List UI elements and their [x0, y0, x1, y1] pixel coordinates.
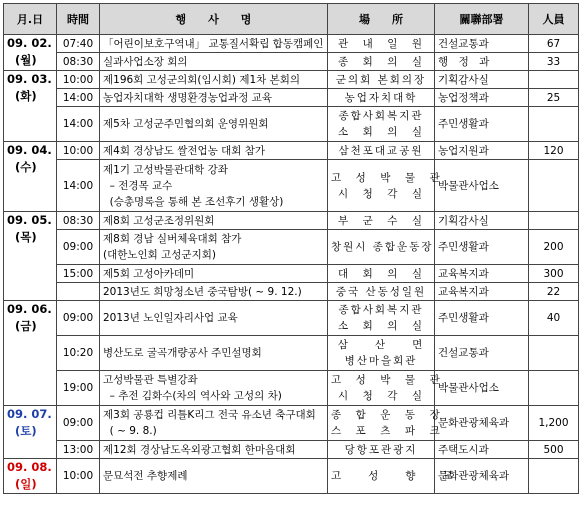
schedule-row — [4, 283, 579, 301]
place-line: 종 회 의 실 — [337, 55, 425, 68]
place-line: 농업자치대학 — [344, 91, 418, 104]
schedule-row — [4, 89, 579, 107]
dept-cell: 주택도시과 — [435, 441, 529, 459]
people-cell: 33 — [529, 53, 579, 71]
place-cell — [328, 283, 435, 301]
schedule-row — [4, 71, 579, 89]
event-cell — [100, 406, 328, 441]
people-cell — [529, 71, 579, 89]
event-cell — [100, 230, 328, 265]
time-cell: 15:00 — [57, 265, 100, 283]
people-cell: 40 — [529, 301, 579, 336]
place-line: 종합사회복지관 — [338, 304, 424, 316]
dept-cell: 농업정책과 — [435, 89, 529, 107]
event-cell — [100, 142, 328, 160]
weekday-text: (토) — [15, 424, 37, 438]
schedule-row — [4, 35, 579, 53]
place-cell — [328, 35, 435, 53]
event-line: (대한노인회 고성군지회) — [103, 249, 216, 261]
dept-cell: 행 정 과 — [435, 53, 529, 71]
people-cell — [529, 107, 579, 142]
event-line: 제4회 경상남도 쌀전업농 대회 참가 — [103, 144, 266, 157]
event-line: 제1기 고성박물관대학 강좌 — [103, 163, 228, 176]
schedule-row — [4, 53, 579, 71]
place-cell — [328, 265, 435, 283]
event-cell — [100, 265, 328, 283]
place-line: 스 포 츠 파 크 — [331, 425, 442, 437]
date-text: 09. 05. — [7, 213, 52, 227]
place-cell — [328, 71, 435, 89]
place-cell — [328, 230, 435, 265]
time-cell: 09:00 — [57, 406, 100, 441]
dept-cell: 기획감사실 — [435, 71, 529, 89]
time-cell: 13:00 — [57, 441, 100, 459]
people-cell — [529, 212, 579, 230]
place-line: 고 성 향 교 — [331, 470, 455, 482]
place-line: 대 회 의 실 — [337, 267, 425, 280]
weekday-text: (일) — [15, 477, 37, 491]
event-cell — [100, 283, 328, 301]
header-place: 場 所 — [328, 4, 435, 35]
people-cell: 200 — [529, 230, 579, 265]
people-cell: 500 — [529, 441, 579, 459]
event-cell — [100, 89, 328, 107]
date-text: 09. 03. — [7, 72, 52, 86]
dept-cell: 기획감사실 — [435, 212, 529, 230]
event-line: 실과사업소장 회의 — [103, 55, 188, 68]
place-cell — [328, 107, 435, 142]
weekday-text: (수) — [15, 160, 37, 174]
people-cell: 120 — [529, 142, 579, 160]
event-cell — [100, 107, 328, 142]
event-line: 고성박물관 특별강좌 — [103, 374, 198, 386]
place-line: 중국 산동성일원 — [335, 285, 427, 298]
schedule-row — [4, 142, 579, 160]
place-line: 시 청 각 실 — [337, 187, 425, 200]
place-line: 고 성 박 물 관 — [331, 374, 442, 386]
place-cell — [328, 371, 442, 406]
place-line: 군의회 본회의장 — [335, 73, 427, 86]
people-cell: 25 — [529, 89, 579, 107]
people-cell: 1,200 — [529, 406, 579, 441]
date-cell — [4, 459, 57, 494]
schedule-table — [3, 3, 579, 494]
place-cell — [328, 336, 435, 371]
place-line: 삼 산 면 — [337, 339, 425, 351]
place-cell — [328, 301, 435, 336]
place-line: 창원시 종합운동장 — [331, 241, 434, 253]
schedule-body — [4, 35, 579, 494]
event-cell — [100, 71, 328, 89]
place-line: 당항포관광지 — [344, 443, 418, 456]
date-cell — [4, 35, 57, 71]
event-line: – 추전 김화수(차의 역사와 고성의 차) — [103, 390, 282, 402]
dept-cell: 문화관광체육과 — [435, 459, 529, 494]
dept-cell: 건설교통과 — [435, 336, 529, 371]
place-cell — [328, 406, 442, 441]
dept-cell: 주민생활과 — [435, 107, 529, 142]
date-text: 09. 07. — [7, 407, 52, 421]
people-cell — [529, 160, 579, 212]
event-line: 병산도로 굴곡개량공사 주민설명회 — [103, 347, 262, 359]
people-cell: 22 — [529, 283, 579, 301]
header-dept: 關聯部署 — [435, 4, 529, 35]
weekday-text: (목) — [15, 230, 37, 244]
time-cell — [57, 283, 100, 301]
people-cell: 67 — [529, 35, 579, 53]
event-line: 2013년도 희망청소년 중국탐방( ~ 9. 12.) — [103, 285, 302, 298]
date-text: 09. 06. — [7, 302, 52, 316]
time-cell: 10:00 — [57, 459, 100, 494]
event-line: 「어린이보호구역내」 교통질서확립 합동캠페인 — [103, 37, 324, 50]
time-cell: 14:00 — [57, 160, 100, 212]
place-line: 부 군 수 실 — [337, 214, 425, 227]
weekday-text: (금) — [15, 319, 37, 333]
event-line: ( ~ 9. 8.) — [103, 425, 157, 437]
dept-cell: 농업지원과 — [435, 142, 529, 160]
event-cell — [100, 441, 328, 459]
time-cell: 07:40 — [57, 35, 100, 53]
date-text: 09. 02. — [7, 36, 52, 50]
place-line: 삼천포대교공원 — [338, 144, 424, 157]
place-cell — [328, 459, 455, 494]
event-cell — [100, 212, 328, 230]
dept-cell: 주민생활과 — [435, 301, 529, 336]
schedule-row — [4, 230, 579, 265]
weekday-text: (월) — [15, 53, 37, 67]
time-cell: 09:00 — [57, 230, 100, 265]
place-line: 소 회 의 실 — [337, 126, 425, 138]
date-text: 09. 04. — [7, 143, 52, 157]
dept-cell: 건설교통과 — [435, 35, 529, 53]
event-line: 문묘석전 추향제례 — [103, 470, 188, 482]
time-cell: 14:00 — [57, 107, 100, 142]
date-cell — [4, 71, 57, 142]
time-cell: 14:00 — [57, 89, 100, 107]
place-line: 관 내 일 원 — [337, 37, 425, 50]
event-line: 제3회 공룡컵 리틀K리그 전국 유소년 축구대회 — [103, 409, 316, 421]
people-cell: 300 — [529, 265, 579, 283]
schedule-row — [4, 406, 579, 441]
time-cell: 10:20 — [57, 336, 100, 371]
event-line: 제5차 고성군주민협의회 운영위원회 — [103, 118, 269, 130]
place-cell — [328, 142, 435, 160]
place-cell — [328, 212, 435, 230]
place-line: 소 회 의 실 — [337, 320, 425, 332]
schedule-row — [4, 336, 579, 371]
place-line: 시 청 각 실 — [337, 390, 425, 402]
event-cell — [100, 35, 328, 53]
event-line: 2013년 노인일자리사업 교육 — [103, 312, 238, 324]
people-cell — [529, 336, 579, 371]
header-date: 月.日 — [4, 4, 57, 35]
dept-cell: 박물관사업소 — [435, 371, 529, 406]
event-cell — [100, 371, 328, 406]
dept-cell: 박물관사업소 — [435, 160, 529, 212]
place-line: 병산마을회관 — [344, 355, 418, 367]
event-cell — [100, 301, 328, 336]
event-line: 제5회 고성아카데미 — [103, 267, 195, 280]
time-cell: 10:00 — [57, 142, 100, 160]
date-cell — [4, 212, 57, 301]
event-cell — [100, 160, 328, 212]
people-cell — [529, 371, 579, 406]
schedule-row — [4, 371, 579, 406]
place-line: 종 합 운 동 장 — [331, 409, 442, 421]
schedule-row — [4, 160, 579, 212]
place-cell — [328, 53, 435, 71]
dept-cell: 주민생활과 — [435, 230, 529, 265]
schedule-row — [4, 459, 579, 494]
time-cell: 10:00 — [57, 71, 100, 89]
date-cell — [4, 301, 57, 406]
schedule-row — [4, 212, 579, 230]
weekday-text: (화) — [15, 89, 37, 103]
event-line: 농업자치대학 생명환경농업과정 교육 — [103, 91, 272, 104]
event-cell — [100, 336, 328, 371]
event-line: 제12회 경상남도옥외광고협회 한마음대회 — [103, 443, 296, 456]
dept-cell: 교육복지과 — [435, 283, 529, 301]
place-line: 종합사회복지관 — [338, 110, 424, 122]
people-cell — [529, 459, 579, 494]
place-cell — [328, 89, 435, 107]
time-cell: 19:00 — [57, 371, 100, 406]
header-time: 時間 — [57, 4, 100, 35]
header-people: 人員 — [529, 4, 579, 35]
event-line: 제8회 경남 실버체육대회 참가 — [103, 233, 242, 245]
event-cell — [100, 459, 328, 494]
schedule-row — [4, 441, 579, 459]
event-line: – 전경목 교수 — [103, 179, 173, 192]
dept-cell: 교육복지과 — [435, 265, 529, 283]
header-row — [4, 4, 579, 35]
event-line: 제8회 고성군조정위원회 — [103, 214, 215, 227]
place-cell — [328, 160, 442, 212]
header-event: 행 사 명 — [100, 4, 328, 35]
event-line: (승총명록을 통해 본 조선후기 생활상) — [103, 195, 284, 208]
time-cell: 08:30 — [57, 53, 100, 71]
place-cell — [328, 441, 435, 459]
event-line: 제196회 고성군의회(임시회) 제1차 본회의 — [103, 73, 301, 86]
dept-cell: 문화관광체육과 — [435, 406, 529, 441]
date-cell — [4, 406, 57, 459]
time-cell: 08:30 — [57, 212, 100, 230]
event-cell — [100, 53, 328, 71]
schedule-row — [4, 107, 579, 142]
place-line: 고 성 박 물 관 — [331, 171, 442, 184]
date-text: 09. 08. — [7, 460, 52, 474]
time-cell: 09:00 — [57, 301, 100, 336]
schedule-row — [4, 301, 579, 336]
schedule-row — [4, 265, 579, 283]
date-cell — [4, 142, 57, 212]
